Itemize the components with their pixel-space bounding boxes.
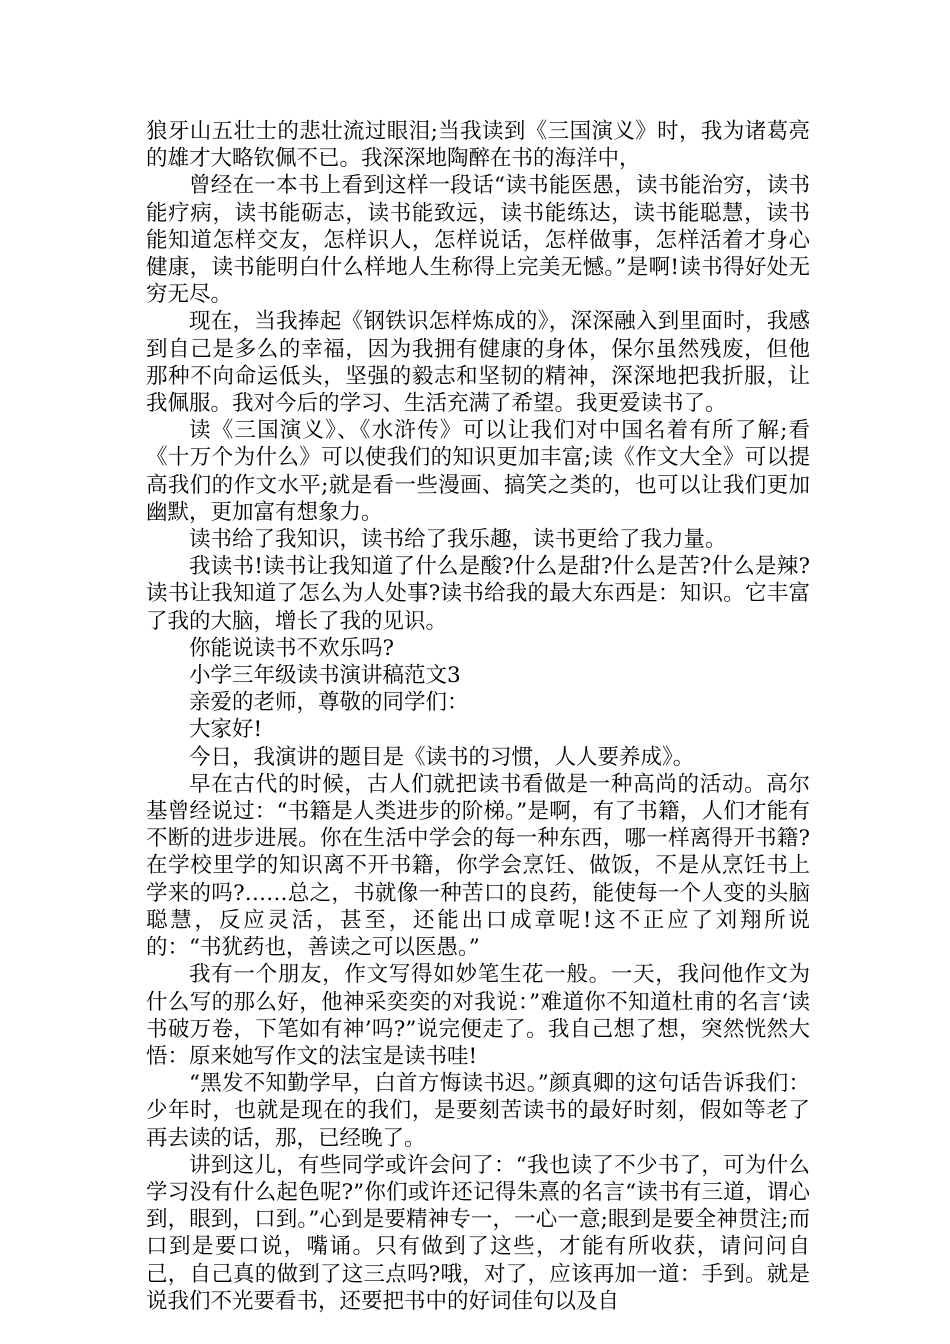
section-title: 小学三年级读书演讲稿范文3	[189, 663, 461, 689]
paragraph-15: 讲到这儿，有些同学或许会问了：“我也读了不少书了，可为什么学习没有什么起色呢?”你们或许还记得朱熹的名言“读书有三道，谓心到，眼到，口到。”心到是要精神专一，一心一意;眼到是要全神贯注;而口到是要口说，嘴诵。只有做到了这些，才能有所收获，请问问自己，自己真的做到了这三点吗?哦，对了，应该再加一道：手到。就是说我们不光要看书，还要把书中的好词佳句以及自	[146, 1152, 810, 1314]
paragraph-11: 今日，我演讲的题目是《读书的习惯，人人要养成》。	[189, 744, 695, 770]
paragraph-4: 读《三国演义》、《水浒传》可以让我们对中国名着有所了解;看《十万个为什么》可以使我们的知识更加丰富;读《作文大全》可以提高我们的作文水平;就是看一些漫画、搞笑之类的，也可以让我们更加幽默，更加富有想象力。	[146, 418, 810, 525]
paragraph-7: 你能说读书不欢乐吗?	[189, 635, 395, 661]
paragraph-3: 现在，当我捧起《钢铁识怎样炼成的》，深深融入到里面时，我感到自己是多么的幸福，因为我拥有健康的身体，保尔虽然残废，但他那种不向命运低头，坚强的毅志和坚韧的精神，深深地把我折服，让我佩服。我对今后的学习、生活充满了希望。我更爱读书了。	[146, 309, 810, 417]
paragraph-1: 狼牙山五壮士的悲壮流过眼泪;当我读到《三国演义》时，我为诸葛亮的雄才大略钦佩不已。我深深地陶醉在书的海洋中，	[146, 119, 810, 172]
paragraph-13: 我有一个朋友，作文写得如妙笔生花一般。一天，我问他作文为什么写的那么好，他神采奕奕的对我说：”难道你不知道杜甫的名言‘读书破万卷，下笔如有神’吗?”说完便走了。我自己想了想，突然恍然大悟：原来她写作文的法宝是读书哇!	[146, 962, 810, 1069]
paragraph-5: 读书给了我知识，读书给了我乐趣，读书更给了我力量。	[189, 527, 727, 553]
greeting: 大家好!	[189, 717, 263, 743]
paragraph-14: “黑发不知勤学早，白首方悔读书迟。”颜真卿的这句话告诉我们：少年时，也就是现在的我们，是要刻苦读书的最好时刻，假如等老了再去读的话，那，已经晚了。	[146, 1071, 810, 1151]
salutation: 亲爱的老师，尊敬的同学们：	[189, 690, 469, 716]
document-page	[146, 118, 810, 1315]
paragraph-6: 我读书!读书让我知道了什么是酸?什么是甜?什么是苦?什么是辣?读书让我知道了怎么为人处事?读书给我的最大东西是：知识。它丰富了我的大脑，增长了我的见识。	[146, 554, 810, 634]
paragraph-2: 曾经在一本书上看到这样一段话“读书能医愚，读书能治穷，读书能疗病，读书能砺志，读书能致远，读书能练达，读书能聪慧，读书能知道怎样交友，怎样识人，怎样说话，怎样做事，怎样活着才身心健康，读书能明白什么样地人生称得上完美无憾。”是啊!读书得好处无穷无尽。	[146, 173, 810, 308]
paragraph-12: 早在古代的时候，古人们就把读书看做是一种高尚的活动。高尔基曾经说过：“书籍是人类进步的阶梯。”是啊，有了书籍，人们才能有不断的进步进展。你在生活中学会的每一种东西，哪一样离得开书籍?在学校里学的知识离不开书籍，你学会烹饪、做饭，不是从烹饪书上学来的吗?……总之，书就像一种苦口的良药，能使每一个人变的头脑聪慧，反应灵活，甚至，还能出口成章呢!这不正应了刘翔所说的：“书犹药也，善读之可以医愚。”	[146, 771, 810, 961]
